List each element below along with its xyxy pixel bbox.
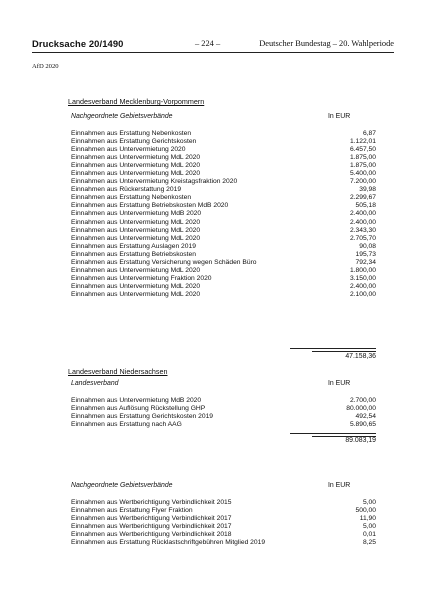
parliament-label: Deutscher Bundestag – 20. Wahlperiode xyxy=(259,39,394,48)
row-label: Einnahmen aus Wertberichtigung Verbindlichkeit 2015 xyxy=(71,499,232,506)
column-header-label: Nachgeordnete Gebietsverbände xyxy=(71,113,173,120)
row-amount: 2.700,00 xyxy=(349,397,376,404)
column-header-amount: In EUR xyxy=(328,113,351,120)
row-amount: 2.400,00 xyxy=(349,210,376,218)
row-label: Einnahmen aus Erstattung Nebenkosten xyxy=(71,194,192,202)
table-row xyxy=(71,259,376,267)
row-amount: 2.400,00 xyxy=(349,218,376,226)
table-row xyxy=(71,194,376,202)
row-amount: 2.400,00 xyxy=(349,282,376,290)
row-label: Einnahmen aus Erstattung nach AAG xyxy=(71,421,182,429)
row-label: Einnahmen aus Erstattung Betriebskosten MdB 2020 xyxy=(71,202,229,210)
row-label: Einnahmen aus Wertberichtigung Verbindlichkeit 2017 xyxy=(71,515,232,523)
table-row xyxy=(71,413,376,421)
sum-rule xyxy=(312,351,376,352)
subheader: AfD 2020 xyxy=(32,63,59,70)
table-row xyxy=(71,227,376,235)
table-row xyxy=(71,283,376,291)
row-label: Einnahmen aus Erstattung Rücklastschriftgebühren Mitglied 2019 xyxy=(71,539,266,547)
row-label: Einnahmen aus Untervermietung MdL 2020 xyxy=(71,234,201,242)
row-label: Einnahmen aus Untervermietung MdL 2020 xyxy=(71,290,201,298)
row-label: Einnahmen aus Untervermietung MdL 2020 xyxy=(71,266,201,274)
table-row xyxy=(71,235,376,243)
row-amount: 8,25 xyxy=(362,539,376,547)
row-label: Einnahmen aus Untervermietung MdL 2020 xyxy=(71,218,201,226)
row-amount: 5,00 xyxy=(362,523,376,531)
table-row xyxy=(71,162,376,170)
row-label: Einnahmen aus Wertberichtigung Verbindlichkeit 2017 xyxy=(71,523,232,531)
column-header-amount: In EUR xyxy=(328,482,351,489)
row-amount: 90,08 xyxy=(359,242,376,250)
table-row xyxy=(71,531,376,539)
table-row xyxy=(71,523,376,531)
row-amount: 505,18 xyxy=(355,202,376,210)
income-table-ni xyxy=(71,397,376,429)
table-row xyxy=(71,397,376,405)
row-amount: 1.122,01 xyxy=(349,138,376,146)
table-row xyxy=(71,267,376,275)
row-amount: 2.100,00 xyxy=(349,290,376,298)
row-amount: 195,73 xyxy=(355,250,376,258)
row-label: Einnahmen aus Untervermietung 2020 xyxy=(71,146,186,154)
row-amount: 2.299,67 xyxy=(349,194,376,202)
row-amount: 0,01 xyxy=(362,531,376,539)
row-label: Einnahmen aus Erstattung Gerichtskosten xyxy=(71,138,197,146)
table-row xyxy=(71,178,376,186)
row-label: Einnahmen aus Erstattung Betriebskosten xyxy=(71,250,196,258)
row-label: Einnahmen aus Erstattung Flyer Fraktion xyxy=(71,507,193,515)
row-amount: 3.150,00 xyxy=(349,274,376,282)
row-label: Einnahmen aus Untervermietung MdL 2020 xyxy=(71,154,201,162)
section-total-ni: 89.083,19 xyxy=(345,437,376,444)
row-label: Einnahmen aus Rückerstattung 2019 xyxy=(71,186,182,194)
header-rule xyxy=(32,52,394,53)
row-label: Einnahmen aus Auflösung Rückstellung GHP xyxy=(71,405,206,413)
table-row xyxy=(71,154,376,162)
page-number: – 224 – xyxy=(195,39,221,48)
row-amount: 500,00 xyxy=(355,507,376,515)
row-amount: 7.200,00 xyxy=(349,178,376,186)
table-row xyxy=(71,202,376,210)
sum-rule xyxy=(290,433,376,434)
table-row xyxy=(71,275,376,283)
row-label: Einnahmen aus Untervermietung MdB 2020 xyxy=(71,397,202,404)
table-row xyxy=(71,507,376,515)
row-amount: 2.705,70 xyxy=(349,234,376,242)
row-amount: 5.400,00 xyxy=(349,170,376,178)
table-row xyxy=(71,251,376,259)
row-amount: 1.875,00 xyxy=(349,154,376,162)
column-header-amount: In EUR xyxy=(328,380,351,387)
row-amount: 6.457,50 xyxy=(349,146,376,154)
section-total-mv: 47.158,36 xyxy=(345,353,376,360)
row-amount: 1.800,00 xyxy=(349,266,376,274)
row-amount: 5,00 xyxy=(362,499,376,506)
row-amount: 492,54 xyxy=(355,413,376,421)
row-amount: 39,98 xyxy=(359,186,376,194)
table-row xyxy=(71,405,376,413)
income-table-ni-sub xyxy=(71,499,376,547)
row-label: Einnahmen aus Untervermietung MdL 2020 xyxy=(71,282,201,290)
row-label: Einnahmen aus Erstattung Auslagen 2019 xyxy=(71,242,196,250)
row-amount: 792,34 xyxy=(355,258,376,266)
section-title-ni: Landesverband Niedersachsen xyxy=(68,367,168,376)
sum-rule xyxy=(290,348,376,349)
row-amount: 80.000,00 xyxy=(346,405,376,413)
row-amount: 6,87 xyxy=(362,130,376,137)
row-amount: 11,90 xyxy=(359,515,376,523)
table-row xyxy=(71,421,376,429)
column-header-label: Landesverband xyxy=(71,380,119,387)
column-header-label: Nachgeordnete Gebietsverbände xyxy=(71,482,173,489)
table-row xyxy=(71,210,376,218)
row-amount: 1.875,00 xyxy=(349,162,376,170)
row-label: Einnahmen aus Erstattung Gerichtskosten 2019 xyxy=(71,413,214,421)
row-label: Einnahmen aus Untervermietung MdB 2020 xyxy=(71,210,202,218)
row-label: Einnahmen aus Erstattung Versicherung wegen Schäden Büro xyxy=(71,258,257,266)
table-row xyxy=(71,515,376,523)
table-row xyxy=(71,146,376,154)
table-row xyxy=(71,243,376,251)
section-title-mv: Landesverband Mecklenburg-Vorpommern xyxy=(68,97,205,106)
income-table-mv xyxy=(71,130,376,299)
row-label: Einnahmen aus Untervermietung MdL 2020 xyxy=(71,170,201,178)
table-row xyxy=(71,291,376,299)
row-label: Einnahmen aus Erstattung Nebenkosten xyxy=(71,130,192,137)
doc-number: Drucksache 20/1490 xyxy=(32,38,124,49)
row-label: Einnahmen aus Wertberichtigung Verbindlichkeit 2018 xyxy=(71,531,232,539)
table-row xyxy=(71,186,376,194)
row-label: Einnahmen aus Untervermietung MdL 2020 xyxy=(71,226,201,234)
page-header xyxy=(32,38,394,52)
row-amount: 2.343,30 xyxy=(349,226,376,234)
table-row xyxy=(71,499,376,507)
row-amount: 5.890,65 xyxy=(349,421,376,429)
table-row xyxy=(71,170,376,178)
table-row xyxy=(71,138,376,146)
table-row xyxy=(71,130,376,138)
row-label: Einnahmen aus Untervermietung MdL 2020 xyxy=(71,162,201,170)
row-label: Einnahmen aus Untervermietung Kreistagsfraktion 2020 xyxy=(71,178,238,186)
table-row xyxy=(71,219,376,227)
table-row xyxy=(71,539,376,547)
row-label: Einnahmen aus Untervermietung Fraktion 2020 xyxy=(71,274,212,282)
